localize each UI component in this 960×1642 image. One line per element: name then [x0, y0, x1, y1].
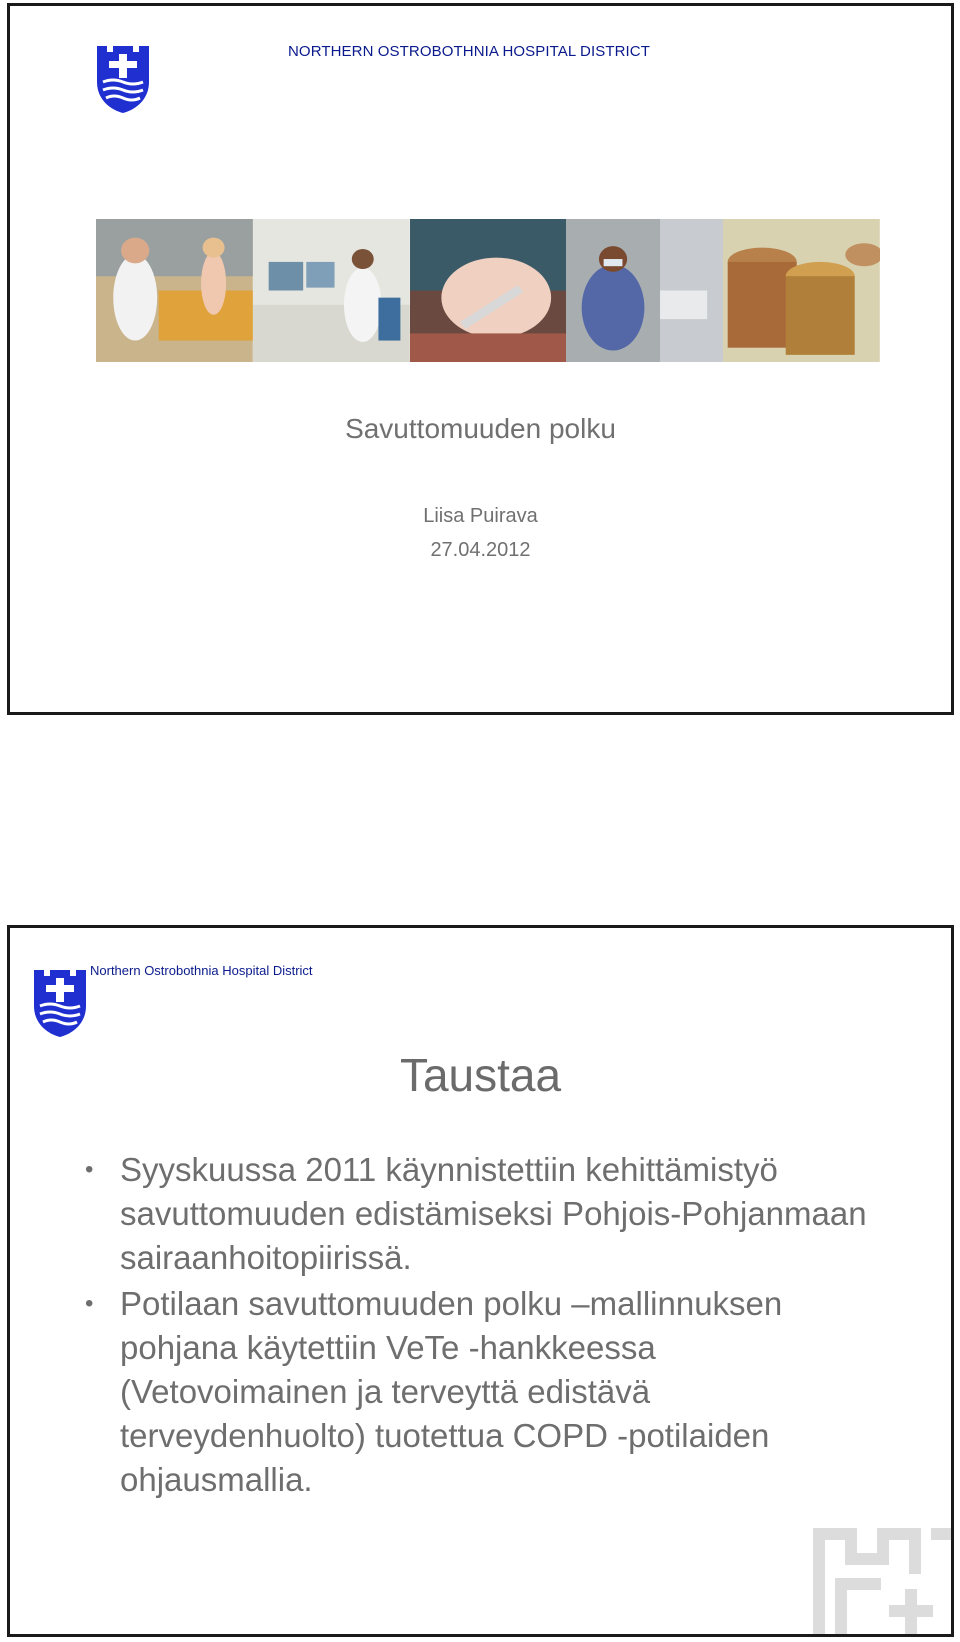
photo-laboratory	[566, 219, 723, 362]
photo-computer-workstation	[253, 219, 410, 362]
bullet-icon: •	[85, 1290, 94, 1317]
photo-surgery	[410, 219, 567, 362]
bullet-icon: •	[85, 1156, 94, 1183]
hospital-crest-icon	[32, 968, 88, 1038]
organization-name: Northern Ostrobothnia Hospital District	[90, 963, 313, 978]
cross-watermark-icon	[811, 1514, 951, 1634]
bullet-text: Potilaan savuttomuuden polku –mallinnuksen pohjana käytettiin VeTe -hankkeessa (Vetovoimainen ja terveyttä edistävä terveydenhuolto) tuotettua COPD -potilaiden ohjausmallia.	[120, 1285, 783, 1498]
organization-name: NORTHERN OSTROBOTHNIA HOSPITAL DISTRICT	[288, 43, 650, 60]
photo-medical-treatment	[96, 219, 253, 362]
presentation-title: Savuttomuuden polku	[345, 413, 616, 444]
photo-strip	[96, 219, 880, 362]
hospital-crest-icon	[95, 44, 151, 114]
bullet-item	[85, 1282, 885, 1502]
content-slide	[7, 925, 954, 1637]
presentation-date: 27.04.2012	[430, 539, 531, 561]
photo-petri-dishes	[723, 219, 880, 362]
author-name: Liisa Puirava	[423, 505, 538, 527]
title-slide	[7, 3, 954, 715]
bullet-text: Syyskuussa 2011 käynnistettiin kehittämistyö savuttomuuden edistämiseksi Pohjois-Pohjanmaan sairaanhoitopiirissä.	[120, 1151, 867, 1276]
bullet-list	[85, 1148, 885, 1504]
bullet-item	[85, 1148, 885, 1280]
slide-title: Taustaa	[399, 1049, 562, 1101]
